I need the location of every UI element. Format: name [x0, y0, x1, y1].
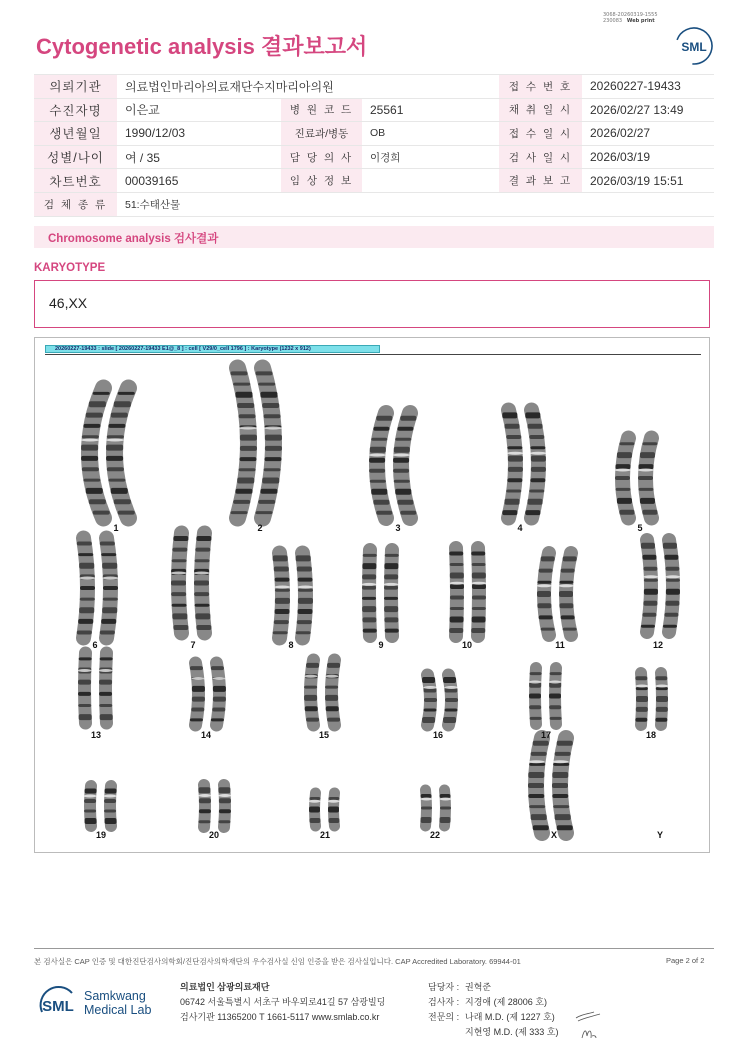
info-value: 00039165 [117, 169, 281, 193]
info-label: 수진자명 [34, 98, 117, 122]
karyotype-label: KARYOTYPE [34, 262, 106, 274]
chromosome [420, 790, 432, 826]
chromosome-label: 17 [540, 730, 552, 740]
section-title: Chromosome analysis 검사결과 [48, 233, 219, 245]
document-code-line1: 3068-20260319-1555 [603, 12, 658, 18]
chromosome-label: 12 [652, 640, 664, 650]
info-label: 의뢰기관 [34, 75, 117, 99]
chromosome [273, 553, 291, 638]
chromosome-label: 7 [190, 640, 196, 650]
footer-divider [34, 948, 714, 949]
chromosome-label: 22 [429, 830, 441, 840]
info-label: 검 체 종 류 [34, 192, 117, 216]
organization-contact: 검사기관 11365200 T 1661-5117 www.smlab.co.kr [180, 1012, 380, 1022]
chromosome-label: 4 [517, 523, 523, 533]
info-value: 이경희 [362, 145, 499, 169]
staff-info [428, 980, 558, 1040]
chromosome [537, 553, 555, 635]
info-value: 2026/03/19 15:51 [582, 169, 714, 193]
staff-row [428, 995, 558, 1010]
chromosome [655, 673, 668, 725]
chromosome [231, 368, 258, 518]
chromosome [84, 786, 97, 826]
chromosome-label: 1 [113, 523, 119, 533]
info-label: 담 당 의 사 [281, 145, 362, 169]
chromosome [325, 660, 340, 725]
chromosome [525, 410, 546, 518]
info-row [34, 122, 714, 146]
chromosome [296, 553, 314, 638]
sml-logo-text: SML [681, 40, 707, 54]
chromosome-label: 13 [90, 730, 102, 740]
chromosome [362, 550, 377, 636]
sml-footer-logo-icon [36, 984, 80, 1024]
info-value: 2026/03/19 [582, 145, 714, 169]
brand-line1: Samkwang [84, 989, 146, 1003]
info-label: 성별/나이 [34, 145, 117, 169]
image-header-text: 20260227-19433 : slide [ 20260227-19433 E1@_8 ] : cell [ V29/0_cell 1796 ] : Karyotype (1232 x 912) [55, 346, 311, 352]
chromosome [641, 540, 658, 632]
report-title: Cytogenetic analysis 결과보고서 [36, 34, 368, 59]
chromosome-label: 2 [257, 523, 263, 533]
info-label: 차트번호 [34, 169, 117, 193]
chromosome [304, 660, 319, 725]
info-value [362, 169, 499, 193]
info-label: 접 수 일 시 [499, 122, 582, 146]
chromosome-label: 20 [208, 830, 220, 840]
sml-footer-logo-text: SML [42, 998, 74, 1015]
chromosome [471, 548, 486, 636]
chromosome [198, 785, 211, 827]
info-label: 병 원 코 드 [281, 98, 362, 122]
chromosome-label: 16 [432, 730, 444, 740]
info-label: 접 수 번 호 [499, 75, 582, 99]
karyogram-chromosomes [35, 338, 710, 853]
staff-row [428, 1010, 558, 1025]
chromosome-label: 8 [288, 640, 294, 650]
chromosome-label: 19 [95, 830, 107, 840]
section-header [34, 226, 714, 248]
chromosome [256, 368, 283, 518]
info-value: 1990/12/03 [117, 122, 281, 146]
document-code-line2 [603, 18, 658, 24]
chromosome-label: X [550, 830, 558, 840]
brand-name [84, 989, 151, 1017]
staff-role [428, 1025, 465, 1040]
chromosome [615, 438, 635, 518]
info-label: 생년월일 [34, 122, 117, 146]
chromosome [190, 663, 205, 725]
chromosome [502, 410, 523, 518]
image-header-rule [45, 354, 701, 355]
chromosome [638, 438, 658, 518]
info-label: 임 상 정 보 [281, 169, 362, 193]
certification-note: 본 검사실은 CAP 인증 및 대한진단검사의학회/진단검사의학재단의 우수검사실 신임 인증을 받은 검사실입니다. CAP Accredited Laboratory. 69944-01 [34, 957, 521, 966]
chromosome [78, 653, 92, 723]
chromosome-label: 5 [637, 523, 643, 533]
chromosome [528, 738, 549, 833]
staff-row [428, 1025, 558, 1040]
staff-name: 지경애 (제 28006 호) [465, 997, 547, 1007]
chromosome [552, 738, 573, 833]
info-label: 검 사 일 시 [499, 145, 582, 169]
info-value: OB [362, 122, 499, 146]
organization-address: 06742 서울특별시 서초구 바우뫼로41길 57 삼광빌딩 [180, 997, 386, 1007]
info-row [34, 75, 714, 99]
info-value: 2026/02/27 [582, 122, 714, 146]
chromosome-label: 3 [395, 523, 401, 533]
staff-name: 지현영 M.D. (제 333 호) [465, 1027, 559, 1037]
staff-role: 검사자 : [428, 997, 460, 1007]
brand-line2: Medical Lab [84, 1003, 152, 1017]
chromosome [369, 413, 392, 518]
document-code-id: 230083 [603, 18, 623, 24]
chromosome-label: 6 [92, 640, 98, 650]
chromosome [104, 786, 117, 826]
info-value: 의료법인마리아의료재단수지마리아의원 [117, 75, 499, 99]
info-label: 채 취 일 시 [499, 98, 582, 122]
chromosome-label: 10 [461, 640, 473, 650]
staff-name: 권혁준 [465, 982, 492, 992]
chromosome [171, 533, 189, 633]
staff-role: 담당자 : [428, 982, 460, 992]
chromosome [635, 673, 648, 725]
chromosome [106, 388, 135, 518]
chromosome [77, 538, 96, 638]
karyotype-result: 46,XX [49, 295, 88, 311]
chromosome [100, 538, 119, 638]
document-code [603, 12, 658, 24]
organization-name: 의료법인 삼광의료재단 [180, 982, 270, 992]
info-value: 25561 [362, 98, 499, 122]
info-value: 여 / 35 [117, 145, 281, 169]
patient-info-table [34, 74, 714, 217]
chromosome [443, 675, 458, 725]
karyogram-image [34, 337, 710, 853]
chromosome [99, 653, 113, 723]
chromosome [309, 793, 321, 826]
chromosome-label: 9 [378, 640, 384, 650]
info-value: 20260227-19433 [582, 75, 714, 99]
organization-info [180, 980, 385, 1025]
chromosome [439, 790, 451, 826]
info-value: 51:수태산물 [117, 192, 714, 216]
sml-logo-icon [674, 26, 714, 66]
chromosome [529, 668, 542, 724]
info-row [34, 98, 714, 122]
info-row [34, 145, 714, 169]
chromosome-label: 21 [319, 830, 331, 840]
chromosome-label: 15 [318, 730, 330, 740]
chromosome [81, 388, 110, 518]
chromosome [328, 793, 340, 826]
staff-name: 나래 M.D. (제 1227 호) [465, 1012, 555, 1022]
chromosome-label: Y [656, 830, 664, 840]
info-row [34, 192, 714, 216]
chromosome [211, 663, 226, 725]
chromosome [384, 550, 399, 636]
karyotype-result-box [34, 280, 710, 328]
chromosome [218, 785, 231, 827]
chromosome-label: 18 [645, 730, 657, 740]
chromosome [194, 533, 212, 633]
chromosome [663, 540, 680, 632]
staff-role: 전문의 : [428, 1012, 460, 1022]
chromosome [422, 675, 437, 725]
staff-row [428, 980, 558, 995]
info-value: 이은교 [117, 98, 281, 122]
info-label: 진료과/병동 [281, 122, 362, 146]
web-print-tag: Web print [626, 18, 655, 24]
info-label: 결 과 보 고 [499, 169, 582, 193]
page-number: Page 2 of 2 [666, 956, 705, 965]
chromosome-label: 14 [200, 730, 212, 740]
info-value: 2026/02/27 13:49 [582, 98, 714, 122]
chromosome-label: 11 [555, 640, 565, 650]
info-row [34, 169, 714, 193]
chromosome [449, 548, 464, 636]
chromosome [559, 553, 577, 635]
signature-image [574, 1008, 608, 1042]
chromosome [549, 668, 562, 724]
chromosome [393, 413, 416, 518]
